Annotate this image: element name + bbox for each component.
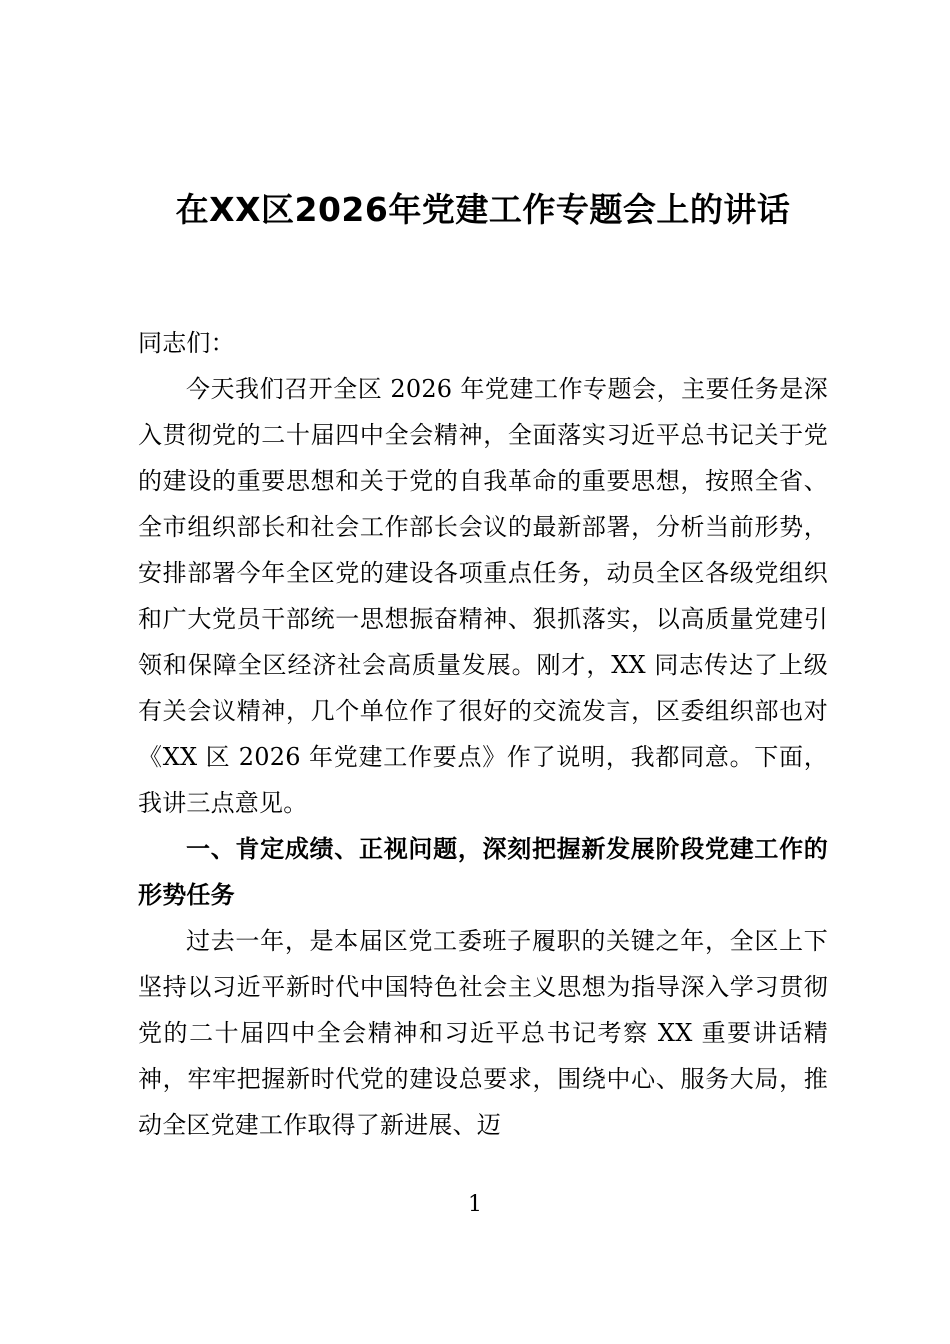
title-spacer — [138, 234, 828, 320]
section-heading-one: 一、肯定成绩、正视问题，深刻把握新发展阶段党建工作的形势任务 — [138, 835, 828, 909]
section-one-paragraph: 过去一年，是本届区党工委班子履职的关键之年，全区上下坚持以习近平新时代中国特色社会主义思想为指导深入学习贯彻党的二十届四中全会精神和习近平总书记考察 XX 重要讲话精神，牢牢把握新时代党的建设总要求，围绕中心、服务大局，推动全区党建工作取得了新进展、迈 — [138, 927, 828, 1139]
document-body — [138, 168, 828, 1148]
intro-paragraph: 今天我们召开全区 2026 年党建工作专题会，主要任务是深入贯彻党的二十届四中全会精神，全面落实习近平总书记关于党的建设的重要思想和关于党的自我革命的重要思想，按照全省、全市组织部长和社会工作部长会议的最新部署，分析当前形势，安排部署今年全区党的建设各项重点任务，动员全区各级党组织和广大党员干部统一思想振奋精神、狠抓落实，以高质量党建引领和保障全区经济社会高质量发展。刚才，XX 同志传达了上级有关会议精神，几个单位作了很好的交流发言，区委组织部也对《XX 区 2026 年党建工作要点》作了说明，我都同意。下面，我讲三点意见。 — [138, 375, 828, 817]
salutation-text: 同志们： — [138, 329, 235, 357]
page-number: 1 — [468, 1192, 482, 1217]
page-title: 在XX区2026年党建工作专题会上的讲话 — [175, 190, 791, 229]
